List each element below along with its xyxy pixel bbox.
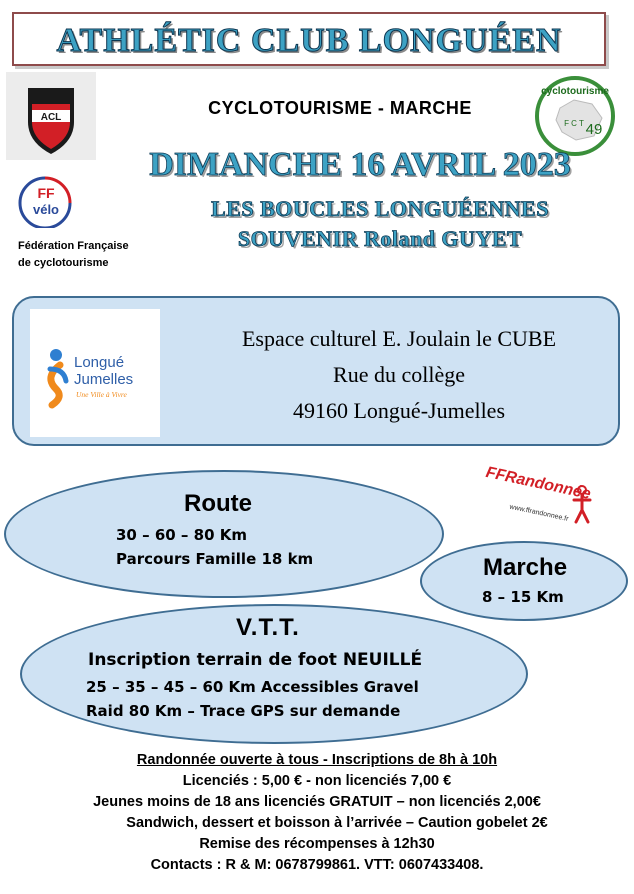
vtt-raid: Raid 80 Km – Trace GPS sur demande: [86, 702, 401, 720]
footer-contacts: Contacts : R & M: 0678799861. VTT: 0607433408.: [150, 857, 484, 873]
club-title: ATHLÉTIC CLUB LONGUÉEN: [56, 22, 562, 59]
ffrandonnee-logo: [478, 458, 608, 544]
footer-awards: Remise des récompenses à 12h30: [199, 836, 435, 852]
ff-text: FF: [37, 185, 55, 201]
ffrando-text: FFRandonnée: [484, 464, 593, 503]
acl-text: ACL: [40, 112, 62, 123]
vtt-label: V.T.T.: [236, 614, 300, 641]
footer-open-to-all: Randonnée ouverte à tous - Inscriptions de 8h à 10h: [136, 752, 498, 768]
event-date: DIMANCHE 16 AVRIL 2023: [149, 146, 571, 183]
footer-youth-prices: Jeunes moins de 18 ans licenciés GRATUIT – non licenciés 2,00€: [93, 794, 541, 810]
marche-label: Marche: [483, 554, 568, 581]
memorial-line: SOUVENIR Roland GUYET: [237, 226, 523, 251]
federation-line-2: de cyclotourisme: [18, 257, 109, 269]
venue-line-1: Espace culturel E. Joulain le CUBE: [241, 326, 557, 351]
route-label: Route: [184, 490, 252, 517]
ff-velo-logo: [16, 174, 74, 228]
subtitle: CYCLOTOURISME - MARCHE: [208, 98, 472, 118]
acl-club-logo: [6, 72, 96, 160]
c49-letters: F C T: [564, 119, 584, 128]
vtt-inscription: Inscription terrain de foot NEUILLÉ: [88, 650, 423, 670]
longue-jumelles-logo: [30, 309, 160, 437]
event-name: LES BOUCLES LONGUÉENNES: [211, 196, 549, 221]
footer-food: Sandwich, dessert et boisson à l’arrivée – Caution gobelet 2€: [126, 815, 548, 831]
federation-caption: [18, 238, 158, 272]
footer-prices: Licenciés : 5,00 € - non licenciés 7,00 €: [182, 773, 452, 789]
ffrando-url: www.ffrandonnee.fr: [508, 503, 570, 523]
title-banner: [12, 12, 606, 66]
venue-line-2: Rue du collège: [333, 362, 465, 387]
marche-distances: 8 – 15 Km: [482, 588, 564, 606]
federation-line-1: Fédération Française: [18, 240, 129, 252]
c49-number: 49: [585, 121, 603, 138]
c49-top-text: cyclotourisme: [541, 86, 609, 97]
velo-text: vélo: [32, 202, 60, 217]
lj-name-1: Longué: [74, 354, 125, 371]
route-distances: 30 – 60 – 80 Km: [116, 526, 247, 544]
lj-slogan: Une Ville à Vivre: [76, 390, 127, 399]
vtt-distances: 25 – 35 – 45 – 60 Km Accessibles Gravel: [86, 678, 419, 696]
venue-line-3: 49160 Longué-Jumelles: [292, 398, 506, 423]
route-family: Parcours Famille 18 km: [116, 550, 314, 568]
lj-name-2: Jumelles: [74, 371, 134, 388]
